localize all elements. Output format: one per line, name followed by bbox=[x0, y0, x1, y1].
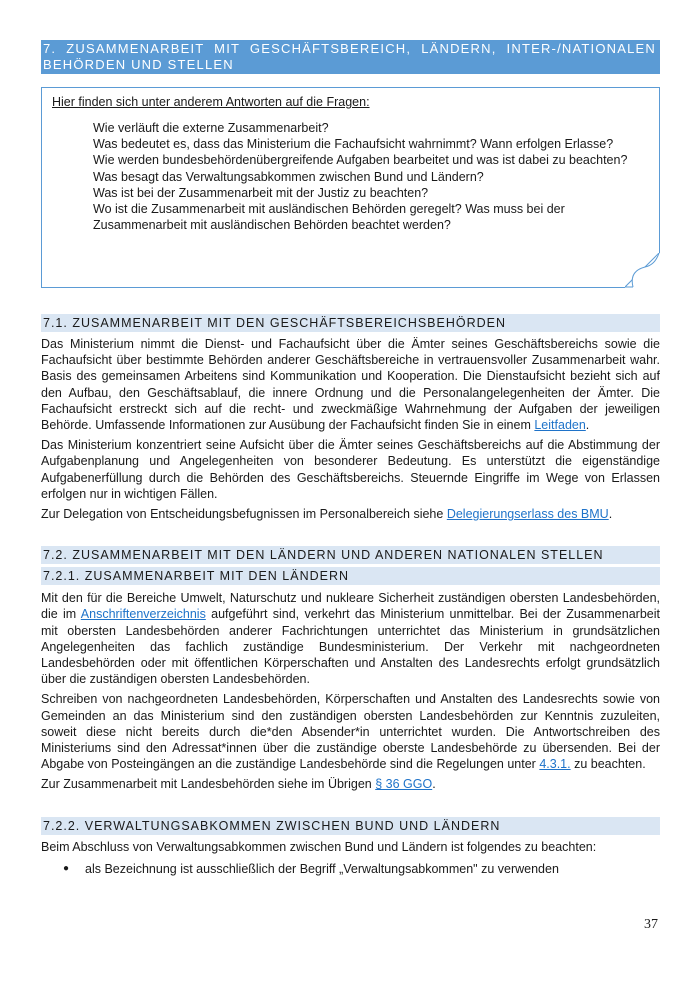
section-heading-7-2-2: 7.2.2. VERWALTUNGSABKOMMEN ZWISCHEN BUND UND LÄNDERN bbox=[41, 817, 660, 835]
chapter-title: 7. ZUSAMMENARBEIT MIT GESCHÄFTSBEREICH, LÄNDERN, INTER-/NATIONALEN BEHÖRDEN UND STELLEN bbox=[41, 40, 660, 74]
paragraph: Mit den für die Bereiche Umwelt, Naturschutz und nukleare Sicherheit zuständigen obersten Landesbehörden, die im Anschriftenverzeichnis aufgeführt sind, verkehrt das Ministerium unmittelbar. Bei der Zusammenarbeit mit obersten Landesbehörden anderer Fachrichtungen unterrichtet das Ministerium in grundsätzlichen Angelegenheiten das fachlich zuständige Bundesministerium. Der Verkehr mit nachgeordneten Landesbehörden oder mit öffentlichen Körperschaften und Anstalten des Landesrechts erfolgt grundsätzlich über die zuständigen obersten Landesbehörden. bbox=[41, 591, 660, 687]
page-number: 37 bbox=[644, 917, 658, 932]
section-4-3-1-link[interactable]: 4.3.1. bbox=[539, 757, 571, 772]
anschriftenverzeichnis-link[interactable]: Anschriftenverzeichnis bbox=[80, 607, 206, 622]
bullet-icon: ● bbox=[63, 862, 70, 874]
ggo-36-link[interactable]: § 36 GGO bbox=[375, 777, 433, 792]
question-item: Wie verläuft die externe Zusammenarbeit? bbox=[93, 121, 329, 135]
section-heading-7-1: 7.1. ZUSAMMENARBEIT MIT DEN GESCHÄFTSBEREICHSBEHÖRDEN bbox=[41, 314, 660, 332]
paragraph: Das Ministerium nimmt die Dienst- und Fachaufsicht über die Ämter seines Geschäftsbereichs sowie die Fachaufsicht über bestimmte Behörden anderer Geschäftsbereiche in vertrauensvoller Zusammenarbeit wahr. Basis des gemeinsamen Arbeitens sind Kommunikation und Kooperation. Die Dienstaufsicht bezieht sich auf den Aufbau, den Geschäftsablauf, die innere Ordnung und die Personalangelegenheiten der Ämter. Die Fachaufsicht erstreckt sich auf die recht- und zweckmäßige Wahrnehmung der Aufgaben der jeweiligen Behörde. Umfassende Informationen zur Ausübung der Fachaufsicht finden Sie in einem Leitfaden. bbox=[41, 337, 660, 433]
question-item: Was ist bei der Zusammenarbeit mit der Justiz zu beachten? bbox=[93, 185, 429, 200]
paragraph: Das Ministerium konzentriert seine Aufsicht über die Ämter seines Geschäftsbereichs auf die Abstimmung der Aufgabenplanung und Angelegenheiten von besonderer Bedeutung. Es unterstützt die eigenständige Aufgabenerfüllung durch die Behörden des Geschäftsbereichs. Steuernde Eingriffe im Wege von Erlassen erfolgen nur in wichtigen Fällen. bbox=[41, 438, 660, 501]
question-item: Wo ist die Zusammenarbeit mit ausländischen Behörden geregelt? Was muss bei der Zusammenarbeit mit ausländischen Behörden beachtet werden? bbox=[93, 202, 565, 233]
paragraph: Beim Abschluss von Verwaltungsabkommen zwischen Bund und Ländern ist folgendes zu beachten: bbox=[41, 839, 597, 854]
paragraph: Zur Zusammenarbeit mit Landesbehörden siehe im Übrigen § 36 GGO. bbox=[41, 777, 436, 792]
section-heading-7-2: 7.2. ZUSAMMENARBEIT MIT DEN LÄNDERN UND ANDEREN NATIONALEN STELLEN bbox=[41, 546, 660, 564]
paragraph: Schreiben von nachgeordneten Landesbehörden, Körperschaften und Anstalten des Landesrechts sowie von Gemeinden an das Ministerium sind den zuständigen obersten Landesbehörden zur Kenntnis zuzuleiten, soweit diese nicht bereits durch die*den Absender*in unterrichtet wurden. Die Antwortschreiben des Ministeriums sind den Adressat*innen über die zuständige oberste Landesbehörde zu übersenden. Bei der Abgabe von Posteingängen an die zuständige Landesbehörde sind die Regelungen unter 4.3.1. zu beachten. bbox=[41, 692, 660, 772]
question-item: Was bedeutet es, dass das Ministerium die Fachaufsicht wahrnimmt? Wann erfolgen Erlasse? bbox=[93, 137, 614, 152]
document-page bbox=[41, 40, 660, 877]
paragraph: Zur Delegation von Entscheidungsbefugnissen im Personalbereich siehe Delegierungserlass des BMU. bbox=[41, 507, 613, 522]
question-list bbox=[52, 120, 649, 233]
question-item: Wie werden bundesbehördenübergreifende Aufgaben bearbeitet und was ist dabei zu beachten? bbox=[93, 153, 628, 168]
leitfaden-link[interactable]: Leitfaden bbox=[534, 418, 586, 433]
delegierungserlass-link[interactable]: Delegierungserlass des BMU bbox=[446, 507, 609, 522]
question-box bbox=[41, 87, 660, 288]
section-heading-7-2-1: 7.2.1. ZUSAMMENARBEIT MIT DEN LÄNDERN bbox=[41, 567, 660, 585]
page-fold-icon bbox=[625, 253, 661, 289]
list-item bbox=[41, 861, 660, 877]
question-box-intro: Hier finden sich unter anderem Antworten auf die Fragen: bbox=[52, 95, 370, 109]
list-item-text: als Bezeichnung ist ausschließlich der Begriff „Verwaltungsabkommen" zu verwenden bbox=[85, 861, 559, 876]
question-item: Was besagt das Verwaltungsabkommen zwischen Bund und Ländern? bbox=[93, 169, 484, 184]
